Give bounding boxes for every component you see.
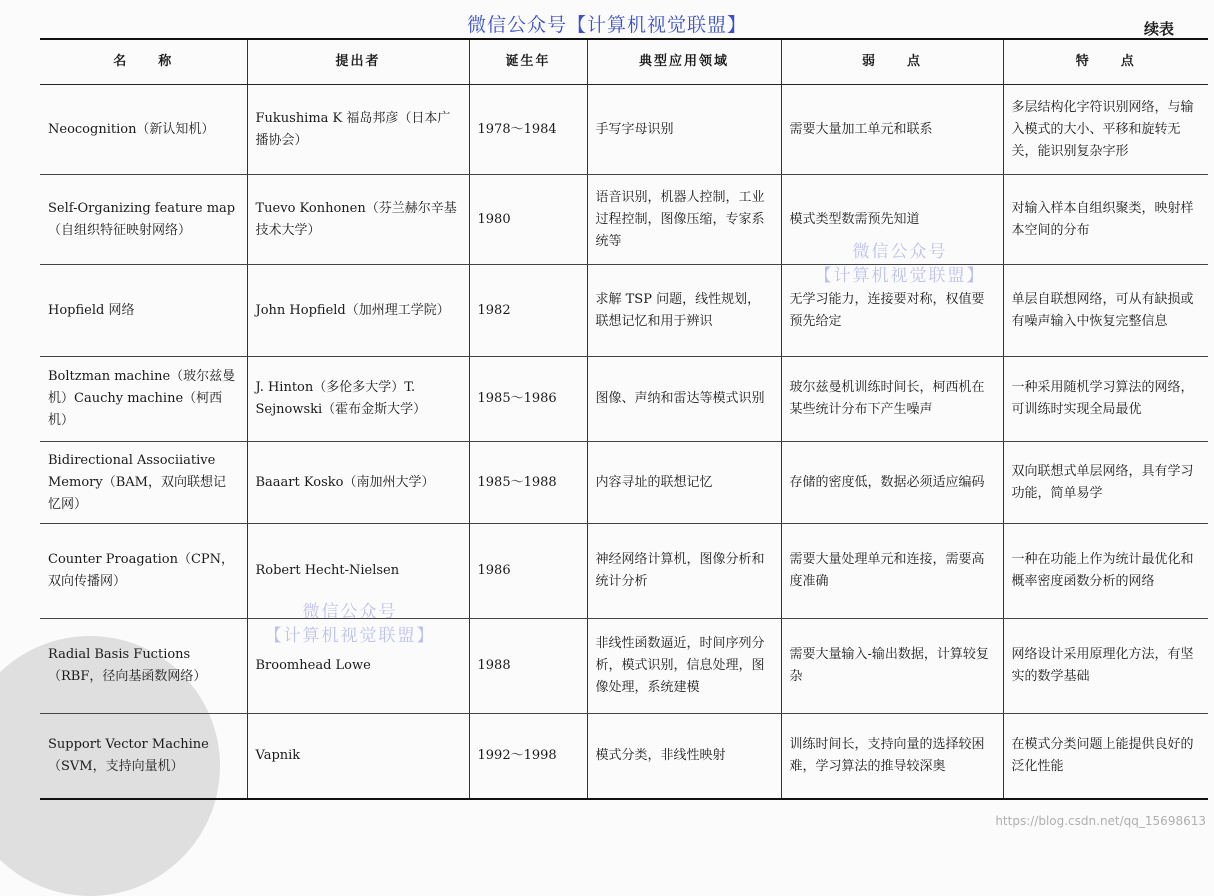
cell-proposer: Fukushima K 福岛邦彦（日本广播协会） [247, 85, 469, 175]
cell-application: 手写字母识别 [587, 85, 781, 175]
cell-feature: 对输入样本自组织聚类，映射样本空间的分布 [1003, 175, 1208, 265]
watermark-top: 微信公众号【计算机视觉联盟】 [466, 14, 747, 36]
cell-year: 1986 [469, 524, 587, 619]
cell-proposer: Robert Hecht-Nielsen [247, 524, 469, 619]
table-row [40, 175, 1208, 265]
cell-year: 1985～1986 [469, 357, 587, 442]
neural-network-table [40, 38, 1208, 800]
cell-weakness: 需要大量输入-输出数据，计算较复杂 [781, 619, 1003, 714]
cell-application: 语音识别，机器人控制，工业过程控制，图像压缩，专家系统等 [587, 175, 781, 265]
continued-label: 续表 [1143, 20, 1174, 38]
cell-weakness: 无学习能力，连接要对称，权值要预先给定 [781, 265, 1003, 357]
cell-name: Support Vector Machine（SVM，支持向量机） [40, 714, 247, 799]
table-row [40, 357, 1208, 442]
cell-feature: 一种采用随机学习算法的网络，可训练时实现全局最优 [1003, 357, 1208, 442]
cell-weakness: 玻尔兹曼机训练时间长，柯西机在某些统计分布下产生噪声 [781, 357, 1003, 442]
header-name: 名 称 [40, 39, 247, 85]
cell-year: 1982 [469, 265, 587, 357]
table-row [40, 619, 1208, 714]
watermark-line: 【计算机视觉联盟】 [814, 266, 986, 286]
cell-name: Boltzman machine（玻尔兹曼机）Cauchy machine（柯西机） [40, 357, 247, 442]
header-proposer: 提出者 [247, 39, 469, 85]
cell-weakness: 训练时间长，支持向量的选择较困难，学习算法的推导较深奥 [781, 714, 1003, 799]
cell-year: 1988 [469, 619, 587, 714]
cell-feature: 多层结构化字符识别网络，与输入模式的大小、平移和旋转无关，能识别复杂字形 [1003, 85, 1208, 175]
table-row [40, 442, 1208, 524]
cell-year: 1985～1988 [469, 442, 587, 524]
cell-feature: 一种在功能上作为统计最优化和概率密度函数分析的网络 [1003, 524, 1208, 619]
table-header-row [40, 39, 1208, 85]
cell-name: Radial Basis Fuctions（RBF，径向基函数网络） [40, 619, 247, 714]
cell-feature: 网络设计采用原理化方法，有坚实的数学基础 [1003, 619, 1208, 714]
watermark-line: 微信公众号 [852, 242, 948, 262]
cell-proposer: Broomhead Lowe [247, 619, 469, 714]
cell-proposer: Vapnik [247, 714, 469, 799]
cell-proposer: Tuevo Konhonen（芬兰赫尔辛基技术大学） [247, 175, 469, 265]
cell-feature: 双向联想式单层网络，具有学习功能，简单易学 [1003, 442, 1208, 524]
cell-application: 非线性函数逼近，时间序列分析，模式识别，信息处理，图像处理，系统建模 [587, 619, 781, 714]
cell-name: Neocognition（新认知机） [40, 85, 247, 175]
cell-application: 神经网络计算机，图像分析和统计分析 [587, 524, 781, 619]
watermark-middle-right [780, 240, 1020, 288]
watermark-line: 微信公众号 [302, 602, 398, 622]
cell-proposer: John Hopfield（加州理工学院） [247, 265, 469, 357]
cell-weakness: 需要大量处理单元和连接，需要高度准确 [781, 524, 1003, 619]
footer-url-watermark: https://blog.csdn.net/qq_15698613 [995, 814, 1206, 828]
header-year: 诞生年 [469, 39, 587, 85]
cell-proposer: J. Hinton（多伦多大学）T. Sejnowski（霍布金斯大学） [247, 357, 469, 442]
table-row [40, 265, 1208, 357]
header-weakness: 弱 点 [781, 39, 1003, 85]
cell-application: 模式分类，非线性映射 [587, 714, 781, 799]
cell-name: Hopfield 网络 [40, 265, 247, 357]
cell-name: Self-Organizing feature map（自组织特征映射网络） [40, 175, 247, 265]
table-row [40, 714, 1208, 799]
table-row [40, 85, 1208, 175]
cell-feature: 在模式分类问题上能提供良好的泛化性能 [1003, 714, 1208, 799]
cell-year: 1980 [469, 175, 587, 265]
cell-weakness: 存储的密度低，数据必须适应编码 [781, 442, 1003, 524]
cell-year: 1992～1998 [469, 714, 587, 799]
watermark-middle-left [230, 600, 470, 648]
cell-name: Counter Proagation（CPN，双向传播网） [40, 524, 247, 619]
cell-year: 1978～1984 [469, 85, 587, 175]
cell-application: 求解 TSP 问题，线性规划，联想记忆和用于辨识 [587, 265, 781, 357]
cell-feature: 单层自联想网络，可从有缺损或有噪声输入中恢复完整信息 [1003, 265, 1208, 357]
header-feature: 特 点 [1003, 39, 1208, 85]
table-row [40, 524, 1208, 619]
header-application: 典型应用领域 [587, 39, 781, 85]
cell-name: Bidirectional Associiative Memory（BAM，双向联想记忆网） [40, 442, 247, 524]
watermark-line: 【计算机视觉联盟】 [264, 626, 436, 646]
cell-application: 内容寻址的联想记忆 [587, 442, 781, 524]
cell-proposer: Baaart Kosko（南加州大学） [247, 442, 469, 524]
cell-application: 图像、声纳和雷达等模式识别 [587, 357, 781, 442]
cell-weakness: 需要大量加工单元和联系 [781, 85, 1003, 175]
cell-weakness: 模式类型数需预先知道 [781, 175, 1003, 265]
